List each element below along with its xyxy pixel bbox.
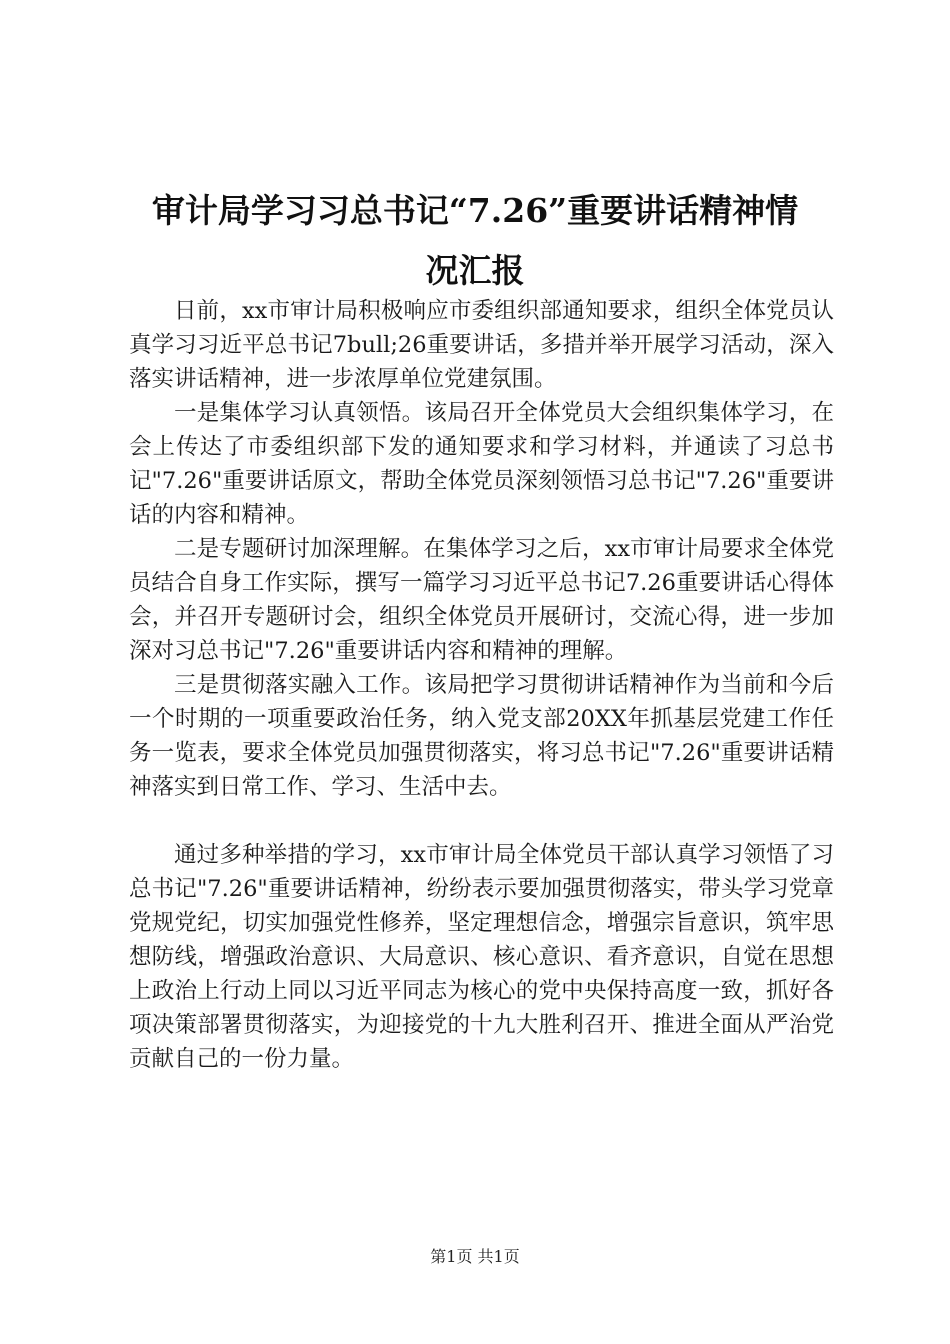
paragraph-point-three: 三是贯彻落实融入工作。该局把学习贯彻讲话精神作为当前和今后一个时期的一项重要政治任务，纳入党支部20XX年抓基层党建工作任务一览表，要求全体党员加强贯彻落实，将习总书记"7.26"重要讲话精神落实到日常工作、学习、生活中去。	[129, 672, 834, 800]
paragraph-point-two: 二是专题研讨加深理解。在集体学习之后，xx市审计局要求全体党员结合自身工作实际，撰写一篇学习习近平总书记7.26重要讲话心得体会，并召开专题研讨会，组织全体党员开展研讨，交流心得，进一步加深对习总书记"7.26"重要讲话内容和精神的理解。	[129, 536, 834, 664]
document-body	[129, 294, 834, 1076]
paragraph-point-one: 一是集体学习认真领悟。该局召开全体党员大会组织集体学习，在会上传达了市委组织部下发的通知要求和学习材料，并通读了习总书记"7.26"重要讲话原文，帮助全体党员深刻领悟习总书记"7.26"重要讲话的内容和精神。	[129, 400, 834, 528]
paragraph-intro: 日前，xx市审计局积极响应市委组织部通知要求，组织全体党员认真学习习近平总书记7bull;26重要讲话，多措并举开展学习活动，深入落实讲话精神，进一步浓厚单位党建氛围。	[129, 298, 834, 392]
document-title-line-1: 审计局学习习总书记“7.26”重要讲话精神情	[151, 191, 799, 230]
page-footer: 第1页 共1页	[430, 1247, 520, 1266]
document-title-line-2: 况汇报	[425, 251, 525, 290]
paragraph-conclusion: 通过多种举措的学习，xx市审计局全体党员干部认真学习领悟了习总书记"7.26"重要讲话精神，纷纷表示要加强贯彻落实，带头学习党章党规党纪，切实加强党性修养，坚定理想信念，增强宗旨意识，筑牢思想防线，增强政治意识、大局意识、核心意识、看齐意识，自觉在思想上政治上行动上同以习近平同志为核心的党中央保持高度一致，抓好各项决策部署贯彻落实，为迎接党的十九大胜利召开、推进全面从严治党贡献自己的一份力量。	[129, 842, 834, 1072]
